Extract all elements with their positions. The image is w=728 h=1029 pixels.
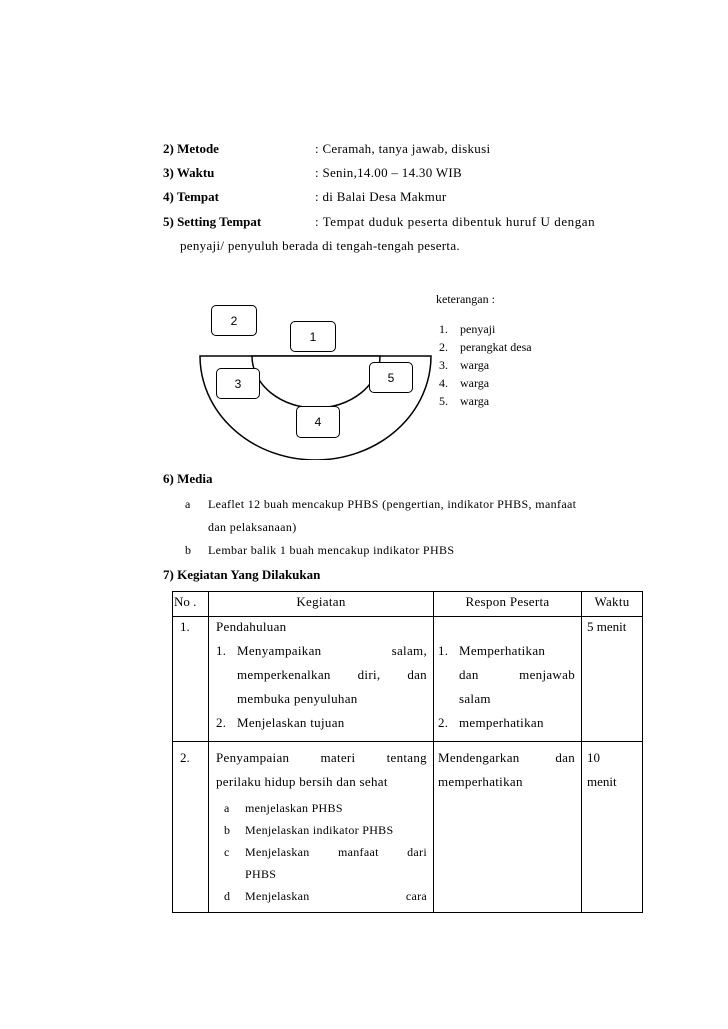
legend-num: 5. — [439, 394, 448, 408]
media-heading: 6) Media — [163, 471, 213, 486]
legend-num: 4. — [439, 376, 448, 390]
header-respon: Respon Peserta — [434, 592, 582, 617]
legend-text: perangkat desa — [460, 340, 532, 354]
time-label: 3) Waktu — [163, 165, 215, 180]
table-row — [173, 617, 643, 742]
legend-text: warga — [460, 376, 490, 390]
row-waktu: 5 menit — [587, 619, 627, 634]
header-kegiatan: Kegiatan — [209, 592, 434, 617]
row-content: Pendahuluan 1. Menyampaikan salam, memperkenalkan diri, dan membuka penyuluhan 2. Menjelaskan tujuan — [216, 619, 427, 730]
media-item-line: Lembar balik 1 buah mencakup indikator PHBS — [208, 543, 455, 557]
row-response: 1. Memperhatikan dan menjawab salam 2. memperhatikan — [438, 643, 575, 730]
table-row — [173, 742, 643, 913]
header-no: No . — [173, 592, 209, 617]
header-waktu: Waktu — [582, 592, 643, 617]
row-content: Penyampaian materi tentang perilaku hidup bersih dan sehat a menjelaskan PHBS b Menjelaskan indikator PHBS c Menjelaskan manfaat dari PHBS d Menjelaskan cara — [216, 750, 427, 903]
seat-box-3: 3 — [216, 368, 260, 399]
legend-num: 3. — [439, 358, 448, 372]
row-no: 2. — [180, 750, 190, 765]
row-title: Pendahuluan — [216, 619, 287, 634]
seat-box-2: 2 — [211, 305, 257, 336]
setting-continuation: penyaji/ penyuluh berada di tengah-tengah peserta. — [180, 238, 460, 253]
method-label: 2) Metode — [163, 141, 219, 156]
row-response: Mendengarkan dan memperhatikan — [438, 750, 575, 789]
time-value: : Senin,14.00 – 14.30 WIB — [315, 165, 463, 180]
row-waktu: 10 menit — [587, 750, 617, 789]
method-value: : Ceramah, tanya jawab, diskusi — [315, 141, 491, 156]
legend-text: penyaji — [460, 322, 496, 336]
legend-text: warga — [460, 394, 490, 408]
setting-label: 5) Setting Tempat — [163, 214, 262, 229]
table-header-row — [173, 592, 643, 617]
row-no: 1. — [180, 619, 190, 634]
legend-text: warga — [460, 358, 490, 372]
kegiatan-heading: 7) Kegiatan Yang Dilakukan — [163, 567, 321, 582]
legend-title: keterangan : — [436, 292, 495, 306]
media-letter: b — [185, 543, 191, 557]
kegiatan-table — [172, 591, 643, 913]
setting-value: : Tempat duduk peserta dibentuk huruf U dengan — [315, 214, 596, 229]
media-item-line: dan pelaksanaan) — [208, 520, 297, 534]
legend-num: 2. — [439, 340, 448, 354]
seat-box-4: 4 — [296, 406, 340, 438]
media-item-line: Leaflet 12 buah mencakup PHBS (pengertian, indikator PHBS, manfaat — [208, 497, 577, 511]
place-label: 4) Tempat — [163, 189, 219, 204]
seat-box-1: 1 — [290, 321, 336, 352]
seat-box-5: 5 — [369, 362, 413, 393]
media-letter: a — [185, 497, 191, 511]
u-shape-outline — [190, 340, 450, 460]
place-value: : di Balai Desa Makmur — [315, 189, 447, 204]
legend-num: 1. — [439, 322, 448, 336]
